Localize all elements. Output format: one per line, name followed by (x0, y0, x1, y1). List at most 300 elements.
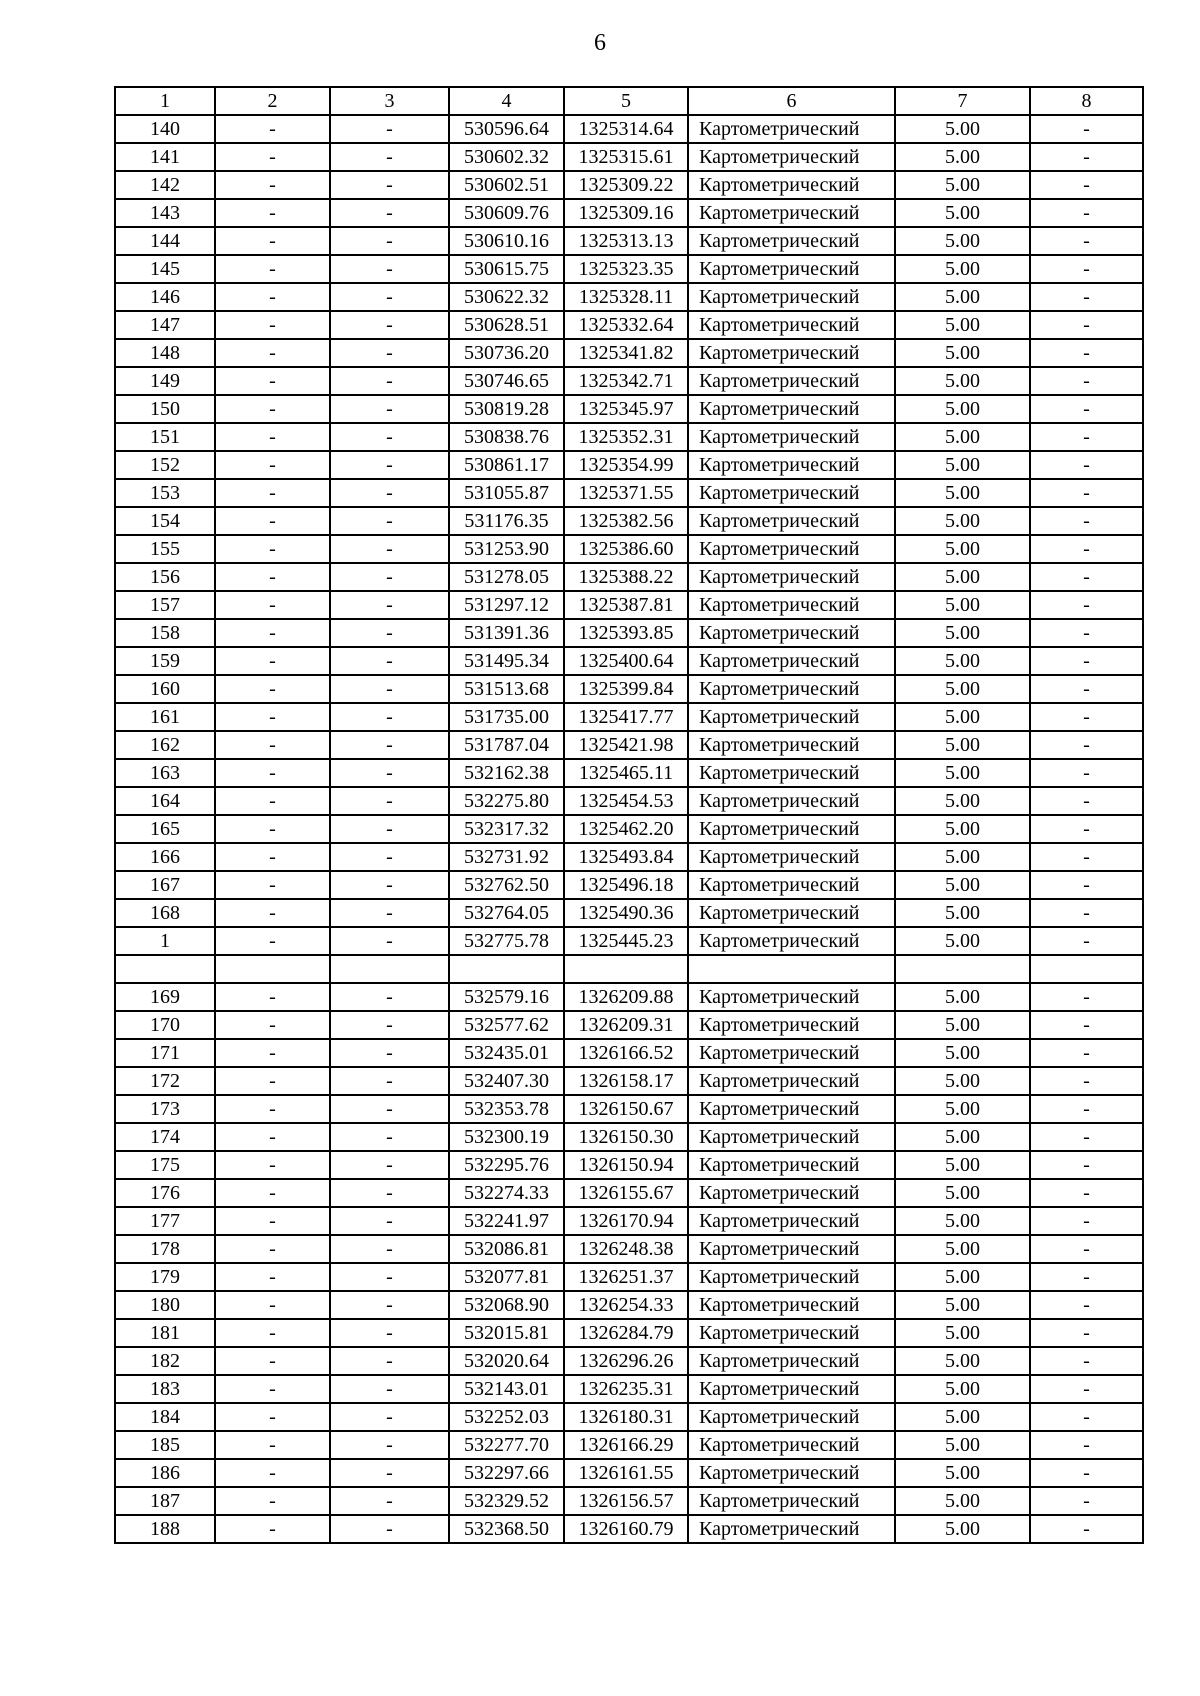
cell-y-coordinate: 1326248.38 (564, 1235, 688, 1263)
cell-point-number (115, 955, 215, 983)
cell-col-3: - (330, 1039, 449, 1067)
cell-point-number: 164 (115, 787, 215, 815)
cell-method: Картометрический (688, 115, 895, 143)
cell-y-coordinate: 1325417.77 (564, 703, 688, 731)
table-row (115, 283, 1143, 311)
cell-method: Картометрический (688, 619, 895, 647)
cell-col-2: - (215, 143, 330, 171)
cell-point-number: 183 (115, 1375, 215, 1403)
cell-y-coordinate: 1326296.26 (564, 1347, 688, 1375)
cell-col-8: - (1030, 1515, 1143, 1543)
cell-y-coordinate: 1326180.31 (564, 1403, 688, 1431)
cell-accuracy: 5.00 (895, 1319, 1030, 1347)
cell-x-coordinate: 532317.32 (449, 815, 564, 843)
cell-col-2: - (215, 227, 330, 255)
cell-point-number: 141 (115, 143, 215, 171)
cell-point-number: 166 (115, 843, 215, 871)
cell-x-coordinate: 532297.66 (449, 1459, 564, 1487)
cell-col-2: - (215, 759, 330, 787)
cell-method: Картометрический (688, 815, 895, 843)
cell-accuracy: 5.00 (895, 451, 1030, 479)
table-row (115, 619, 1143, 647)
table-row (115, 1179, 1143, 1207)
cell-x-coordinate: 532020.64 (449, 1347, 564, 1375)
cell-accuracy: 5.00 (895, 731, 1030, 759)
cell-x-coordinate: 532577.62 (449, 1011, 564, 1039)
cell-accuracy: 5.00 (895, 563, 1030, 591)
table-row (115, 507, 1143, 535)
cell-method: Картометрический (688, 1151, 895, 1179)
cell-x-coordinate: 532274.33 (449, 1179, 564, 1207)
table-row (115, 339, 1143, 367)
cell-x-coordinate: 532143.01 (449, 1375, 564, 1403)
cell-col-2: - (215, 1179, 330, 1207)
cell-col-2: - (215, 983, 330, 1011)
cell-method: Картометрический (688, 423, 895, 451)
cell-y-coordinate: 1325342.71 (564, 367, 688, 395)
cell-col-3: - (330, 507, 449, 535)
cell-col-8: - (1030, 1347, 1143, 1375)
cell-col-8: - (1030, 451, 1143, 479)
table-row (115, 731, 1143, 759)
cell-y-coordinate: 1325388.22 (564, 563, 688, 591)
cell-col-3: - (330, 1263, 449, 1291)
cell-accuracy (895, 955, 1030, 983)
cell-col-3: - (330, 1123, 449, 1151)
cell-col-2: - (215, 1459, 330, 1487)
column-header-2: 2 (215, 87, 330, 115)
cell-col-3: - (330, 479, 449, 507)
table-row (115, 843, 1143, 871)
cell-accuracy: 5.00 (895, 395, 1030, 423)
cell-col-8: - (1030, 983, 1143, 1011)
column-header-3: 3 (330, 87, 449, 115)
cell-method: Картометрический (688, 591, 895, 619)
cell-point-number: 184 (115, 1403, 215, 1431)
cell-point-number: 185 (115, 1431, 215, 1459)
cell-x-coordinate: 532353.78 (449, 1095, 564, 1123)
cell-y-coordinate: 1325445.23 (564, 927, 688, 955)
cell-y-coordinate: 1325462.20 (564, 815, 688, 843)
table-row (115, 1515, 1143, 1543)
cell-method: Картометрический (688, 1515, 895, 1543)
cell-col-3: - (330, 1347, 449, 1375)
table-row (115, 1207, 1143, 1235)
cell-col-2: - (215, 255, 330, 283)
cell-col-3: - (330, 451, 449, 479)
cell-accuracy: 5.00 (895, 1207, 1030, 1235)
table-row (115, 815, 1143, 843)
cell-accuracy: 5.00 (895, 675, 1030, 703)
cell-col-3: - (330, 1319, 449, 1347)
cell-col-3: - (330, 619, 449, 647)
cell-col-2: - (215, 339, 330, 367)
cell-accuracy: 5.00 (895, 423, 1030, 451)
cell-col-3: - (330, 311, 449, 339)
table-body (115, 115, 1143, 1543)
cell-col-3: - (330, 283, 449, 311)
cell-col-8: - (1030, 899, 1143, 927)
cell-point-number: 172 (115, 1067, 215, 1095)
cell-point-number: 150 (115, 395, 215, 423)
table-row (115, 479, 1143, 507)
cell-col-2: - (215, 787, 330, 815)
cell-x-coordinate: 531513.68 (449, 675, 564, 703)
cell-method: Картометрический (688, 1487, 895, 1515)
cell-accuracy: 5.00 (895, 1095, 1030, 1123)
cell-col-8: - (1030, 423, 1143, 451)
cell-y-coordinate: 1325354.99 (564, 451, 688, 479)
cell-method: Картометрический (688, 395, 895, 423)
cell-x-coordinate: 531253.90 (449, 535, 564, 563)
column-header-8: 8 (1030, 87, 1143, 115)
cell-col-8: - (1030, 1011, 1143, 1039)
cell-accuracy: 5.00 (895, 1459, 1030, 1487)
cell-y-coordinate: 1325314.64 (564, 115, 688, 143)
cell-col-8: - (1030, 395, 1143, 423)
cell-col-3: - (330, 927, 449, 955)
cell-point-number: 151 (115, 423, 215, 451)
cell-y-coordinate: 1325400.64 (564, 647, 688, 675)
cell-col-2: - (215, 395, 330, 423)
cell-col-8: - (1030, 1319, 1143, 1347)
table-row (115, 787, 1143, 815)
cell-col-3 (330, 955, 449, 983)
cell-point-number: 181 (115, 1319, 215, 1347)
cell-x-coordinate: 531787.04 (449, 731, 564, 759)
cell-col-2: - (215, 647, 330, 675)
cell-y-coordinate: 1325315.61 (564, 143, 688, 171)
cell-x-coordinate: 531055.87 (449, 479, 564, 507)
cell-col-2: - (215, 1515, 330, 1543)
cell-x-coordinate: 530615.75 (449, 255, 564, 283)
table-row (115, 1459, 1143, 1487)
cell-method (688, 955, 895, 983)
cell-method: Картометрический (688, 255, 895, 283)
cell-x-coordinate: 532015.81 (449, 1319, 564, 1347)
cell-col-3: - (330, 759, 449, 787)
cell-y-coordinate: 1326209.88 (564, 983, 688, 1011)
table-row (115, 255, 1143, 283)
cell-y-coordinate: 1325332.64 (564, 311, 688, 339)
cell-x-coordinate: 531278.05 (449, 563, 564, 591)
cell-point-number: 173 (115, 1095, 215, 1123)
cell-accuracy: 5.00 (895, 1291, 1030, 1319)
cell-method: Картометрический (688, 1347, 895, 1375)
cell-col-3: - (330, 1515, 449, 1543)
cell-col-2: - (215, 1403, 330, 1431)
cell-col-3: - (330, 1179, 449, 1207)
cell-accuracy: 5.00 (895, 199, 1030, 227)
cell-col-8: - (1030, 339, 1143, 367)
cell-point-number: 144 (115, 227, 215, 255)
cell-col-8: - (1030, 199, 1143, 227)
cell-point-number: 188 (115, 1515, 215, 1543)
cell-col-2: - (215, 1431, 330, 1459)
cell-col-3: - (330, 899, 449, 927)
cell-accuracy: 5.00 (895, 367, 1030, 395)
cell-point-number: 186 (115, 1459, 215, 1487)
cell-col-8: - (1030, 1291, 1143, 1319)
cell-method: Картометрический (688, 1123, 895, 1151)
cell-accuracy: 5.00 (895, 843, 1030, 871)
column-header-5: 5 (564, 87, 688, 115)
cell-y-coordinate: 1325465.11 (564, 759, 688, 787)
cell-accuracy: 5.00 (895, 1375, 1030, 1403)
cell-x-coordinate: 530819.28 (449, 395, 564, 423)
cell-accuracy: 5.00 (895, 535, 1030, 563)
cell-col-8: - (1030, 787, 1143, 815)
cell-col-2: - (215, 591, 330, 619)
cell-accuracy: 5.00 (895, 619, 1030, 647)
cell-point-number: 153 (115, 479, 215, 507)
cell-x-coordinate: 530602.32 (449, 143, 564, 171)
cell-x-coordinate: 532407.30 (449, 1067, 564, 1095)
table-row (115, 1095, 1143, 1123)
table-row (115, 1431, 1143, 1459)
cell-col-8: - (1030, 1431, 1143, 1459)
cell-col-2: - (215, 927, 330, 955)
cell-x-coordinate: 532300.19 (449, 1123, 564, 1151)
cell-col-3: - (330, 339, 449, 367)
table-row (115, 983, 1143, 1011)
cell-point-number: 157 (115, 591, 215, 619)
cell-method: Картометрический (688, 1403, 895, 1431)
cell-col-2: - (215, 1375, 330, 1403)
cell-point-number: 145 (115, 255, 215, 283)
column-header-6: 6 (688, 87, 895, 115)
table-row (115, 1039, 1143, 1067)
cell-method: Картометрический (688, 899, 895, 927)
cell-y-coordinate: 1326166.52 (564, 1039, 688, 1067)
cell-method: Картометрический (688, 171, 895, 199)
cell-point-number: 168 (115, 899, 215, 927)
cell-col-3: - (330, 983, 449, 1011)
cell-method: Картометрический (688, 535, 895, 563)
table-row (115, 1011, 1143, 1039)
cell-col-8: - (1030, 1375, 1143, 1403)
cell-col-8: - (1030, 507, 1143, 535)
cell-col-8: - (1030, 535, 1143, 563)
cell-method: Картометрический (688, 1431, 895, 1459)
cell-accuracy: 5.00 (895, 1347, 1030, 1375)
table-row (115, 1263, 1143, 1291)
cell-x-coordinate: 530622.32 (449, 283, 564, 311)
cell-col-3: - (330, 115, 449, 143)
cell-point-number: 140 (115, 115, 215, 143)
cell-col-8: - (1030, 927, 1143, 955)
cell-col-8: - (1030, 1403, 1143, 1431)
cell-point-number: 146 (115, 283, 215, 311)
cell-x-coordinate: 532329.52 (449, 1487, 564, 1515)
cell-point-number: 165 (115, 815, 215, 843)
cell-col-8: - (1030, 563, 1143, 591)
cell-method: Картометрический (688, 339, 895, 367)
table-row (115, 1291, 1143, 1319)
cell-accuracy: 5.00 (895, 983, 1030, 1011)
cell-accuracy: 5.00 (895, 759, 1030, 787)
cell-y-coordinate: 1326251.37 (564, 1263, 688, 1291)
cell-y-coordinate: 1326161.55 (564, 1459, 688, 1487)
cell-col-2: - (215, 451, 330, 479)
cell-accuracy: 5.00 (895, 479, 1030, 507)
cell-col-2: - (215, 899, 330, 927)
cell-x-coordinate: 531297.12 (449, 591, 564, 619)
column-header-4: 4 (449, 87, 564, 115)
cell-accuracy: 5.00 (895, 255, 1030, 283)
cell-col-2: - (215, 619, 330, 647)
cell-point-number: 174 (115, 1123, 215, 1151)
header-row (115, 87, 1143, 115)
cell-accuracy: 5.00 (895, 591, 1030, 619)
cell-col-3: - (330, 787, 449, 815)
cell-col-8: - (1030, 1095, 1143, 1123)
cell-point-number: 167 (115, 871, 215, 899)
cell-x-coordinate: 532068.90 (449, 1291, 564, 1319)
cell-col-2: - (215, 675, 330, 703)
cell-x-coordinate: 530602.51 (449, 171, 564, 199)
cell-col-8: - (1030, 1151, 1143, 1179)
cell-y-coordinate: 1326284.79 (564, 1319, 688, 1347)
cell-y-coordinate: 1325309.22 (564, 171, 688, 199)
cell-col-3: - (330, 1151, 449, 1179)
cell-col-8: - (1030, 1123, 1143, 1151)
cell-col-2: - (215, 1487, 330, 1515)
cell-accuracy: 5.00 (895, 871, 1030, 899)
cell-y-coordinate: 1326166.29 (564, 1431, 688, 1459)
cell-method: Картометрический (688, 1291, 895, 1319)
cell-col-3: - (330, 255, 449, 283)
cell-y-coordinate: 1326150.67 (564, 1095, 688, 1123)
cell-accuracy: 5.00 (895, 1263, 1030, 1291)
table-row (115, 563, 1143, 591)
cell-point-number: 162 (115, 731, 215, 759)
cell-col-2: - (215, 1291, 330, 1319)
cell-x-coordinate: 532241.97 (449, 1207, 564, 1235)
cell-y-coordinate: 1325493.84 (564, 843, 688, 871)
cell-y-coordinate: 1325323.35 (564, 255, 688, 283)
cell-x-coordinate: 532252.03 (449, 1403, 564, 1431)
cell-method: Картометрический (688, 647, 895, 675)
cell-y-coordinate: 1326254.33 (564, 1291, 688, 1319)
cell-col-2: - (215, 1011, 330, 1039)
cell-col-2: - (215, 367, 330, 395)
table-row (115, 1487, 1143, 1515)
cell-y-coordinate: 1326160.79 (564, 1515, 688, 1543)
cell-x-coordinate: 532275.80 (449, 787, 564, 815)
cell-accuracy: 5.00 (895, 899, 1030, 927)
cell-point-number: 159 (115, 647, 215, 675)
cell-method: Картометрический (688, 1375, 895, 1403)
cell-method: Картометрический (688, 843, 895, 871)
cell-method: Картометрический (688, 787, 895, 815)
cell-col-3: - (330, 367, 449, 395)
cell-method: Картометрический (688, 199, 895, 227)
column-header-1: 1 (115, 87, 215, 115)
cell-method: Картометрический (688, 1067, 895, 1095)
cell-accuracy: 5.00 (895, 1431, 1030, 1459)
cell-accuracy: 5.00 (895, 1011, 1030, 1039)
cell-method: Картометрический (688, 1459, 895, 1487)
table-row (115, 171, 1143, 199)
cell-col-2: - (215, 1151, 330, 1179)
cell-x-coordinate: 532086.81 (449, 1235, 564, 1263)
cell-col-3: - (330, 1067, 449, 1095)
cell-x-coordinate: 531735.00 (449, 703, 564, 731)
cell-y-coordinate: 1325421.98 (564, 731, 688, 759)
cell-method: Картометрический (688, 983, 895, 1011)
cell-method: Картометрический (688, 1207, 895, 1235)
cell-col-8: - (1030, 675, 1143, 703)
table-row (115, 1375, 1143, 1403)
cell-col-3: - (330, 1095, 449, 1123)
cell-col-2: - (215, 1207, 330, 1235)
cell-accuracy: 5.00 (895, 1487, 1030, 1515)
cell-point-number: 187 (115, 1487, 215, 1515)
table-row (115, 227, 1143, 255)
cell-point-number: 175 (115, 1151, 215, 1179)
cell-point-number: 155 (115, 535, 215, 563)
cell-col-8: - (1030, 619, 1143, 647)
cell-col-2: - (215, 535, 330, 563)
cell-col-3: - (330, 395, 449, 423)
cell-col-8: - (1030, 283, 1143, 311)
cell-point-number: 160 (115, 675, 215, 703)
cell-point-number: 147 (115, 311, 215, 339)
cell-x-coordinate: 530609.76 (449, 199, 564, 227)
cell-col-8: - (1030, 1263, 1143, 1291)
cell-col-3: - (330, 171, 449, 199)
cell-accuracy: 5.00 (895, 171, 1030, 199)
cell-col-2: - (215, 311, 330, 339)
cell-method: Картометрический (688, 1095, 895, 1123)
cell-col-2: - (215, 703, 330, 731)
cell-col-2: - (215, 1067, 330, 1095)
cell-x-coordinate: 531495.34 (449, 647, 564, 675)
cell-point-number: 176 (115, 1179, 215, 1207)
cell-col-2: - (215, 843, 330, 871)
cell-method: Картометрический (688, 507, 895, 535)
cell-y-coordinate: 1325387.81 (564, 591, 688, 619)
cell-col-3: - (330, 1375, 449, 1403)
cell-y-coordinate: 1326156.57 (564, 1487, 688, 1515)
cell-y-coordinate: 1325309.16 (564, 199, 688, 227)
cell-col-3: - (330, 1235, 449, 1263)
cell-col-2: - (215, 507, 330, 535)
cell-col-8 (1030, 955, 1143, 983)
cell-col-8: - (1030, 703, 1143, 731)
table-row (115, 143, 1143, 171)
cell-method: Картометрический (688, 759, 895, 787)
cell-col-2: - (215, 1263, 330, 1291)
cell-x-coordinate: 532277.70 (449, 1431, 564, 1459)
table-row (115, 115, 1143, 143)
cell-col-3: - (330, 1011, 449, 1039)
cell-y-coordinate: 1325496.18 (564, 871, 688, 899)
cell-col-8: - (1030, 1179, 1143, 1207)
cell-y-coordinate: 1326170.94 (564, 1207, 688, 1235)
cell-point-number: 148 (115, 339, 215, 367)
cell-col-2: - (215, 871, 330, 899)
cell-x-coordinate: 532731.92 (449, 843, 564, 871)
cell-x-coordinate: 532764.05 (449, 899, 564, 927)
cell-col-3: - (330, 1207, 449, 1235)
cell-point-number: 1 (115, 927, 215, 955)
cell-point-number: 161 (115, 703, 215, 731)
table-row (115, 311, 1143, 339)
cell-x-coordinate: 531391.36 (449, 619, 564, 647)
cell-y-coordinate: 1325352.31 (564, 423, 688, 451)
